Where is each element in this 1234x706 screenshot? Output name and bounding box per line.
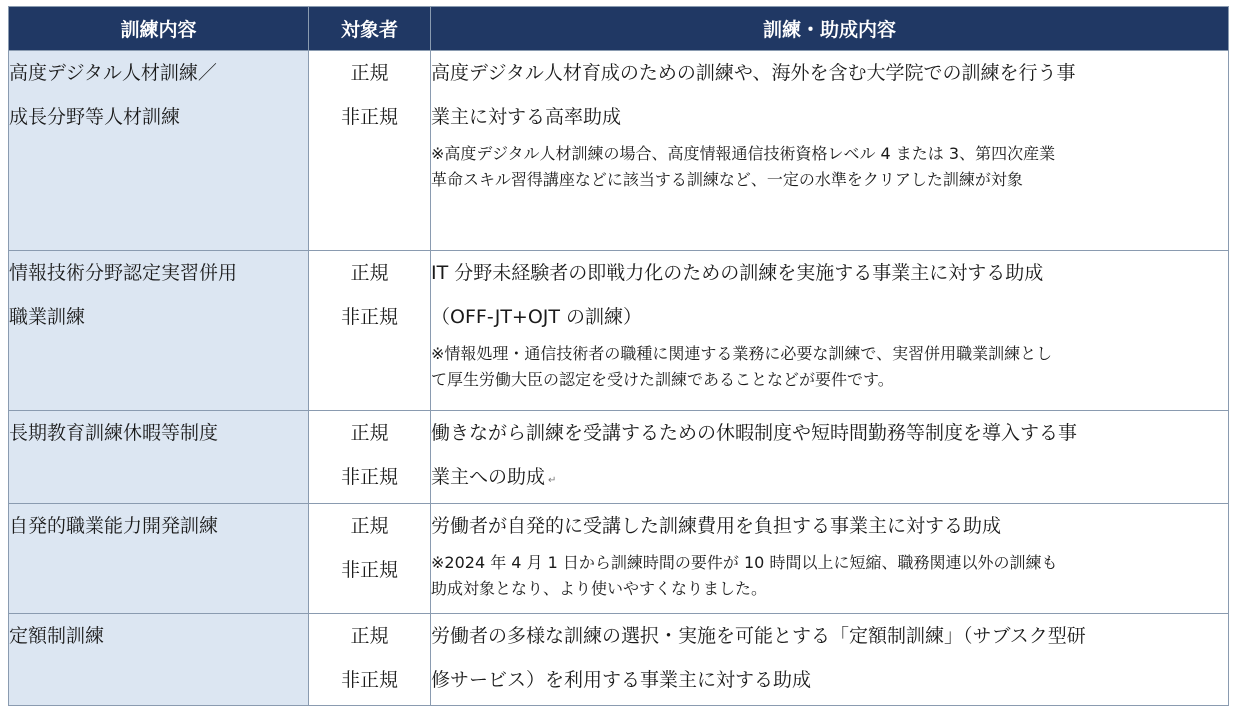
header-target: 対象者 xyxy=(309,7,431,51)
header-subsidy-content: 訓練・助成内容 xyxy=(431,7,1229,51)
description-line: 業主への助成 ↵ xyxy=(431,466,557,488)
note-line: ※情報処理・通信技術者の職種に関連する業務に必要な訓練で、実習併用職業訓練とし xyxy=(431,344,1053,363)
note-line: ※高度デジタル人材訓練の場合、高度情報通信技術資格レベル 4 または 3、第四次産業 xyxy=(431,144,1056,163)
training-name-cell xyxy=(9,504,309,614)
target-regular: 正規 xyxy=(350,62,389,84)
target-non-regular: 非正規 xyxy=(340,466,398,488)
note-line: て厚生労働大臣の認定を受けた訓練であることなどが要件です。 xyxy=(431,370,894,389)
training-name-line: 定額制訓練 xyxy=(9,625,105,647)
target-non-regular: 非正規 xyxy=(340,306,398,328)
target-cell xyxy=(309,251,431,411)
note-text xyxy=(431,341,1228,393)
description-cell xyxy=(431,51,1229,251)
training-name-cell xyxy=(9,51,309,251)
description-line: 修サービス）を利用する事業主に対する助成 xyxy=(431,669,812,691)
table-row xyxy=(9,411,1229,504)
target-cell xyxy=(309,614,431,706)
target-non-regular: 非正規 xyxy=(340,559,398,581)
description-cell xyxy=(431,411,1229,504)
target-cell xyxy=(309,411,431,504)
training-name-line: 職業訓練 xyxy=(9,306,86,328)
table-row xyxy=(9,504,1229,614)
training-name-line: 成長分野等人材訓練 xyxy=(9,106,181,128)
description-line: 労働者が自発的に受講した訓練費用を負担する事業主に対する助成 xyxy=(431,515,1002,537)
description-line: 働きながら訓練を受講するための休暇制度や短時間勤務等制度を導入する事 xyxy=(431,422,1078,444)
note-line: ※2024 年 4 月 1 日から訓練時間の要件が 10 時間以上に短縮、職務関連以外の訓練も xyxy=(431,553,1058,572)
note-text xyxy=(431,141,1228,193)
description-cell xyxy=(431,251,1229,411)
description-line: 業主に対する高率助成 xyxy=(431,106,622,128)
target-regular: 正規 xyxy=(350,422,389,444)
header-training-content: 訓練内容 xyxy=(9,7,309,51)
subsidy-table xyxy=(8,6,1229,706)
note-line: 助成対象となり、より使いやすくなりました。 xyxy=(431,579,768,598)
training-name-cell xyxy=(9,411,309,504)
training-name-line: 高度デジタル人材訓練／ xyxy=(9,62,217,84)
target-non-regular: 非正規 xyxy=(340,106,398,128)
table-row xyxy=(9,614,1229,706)
description-line: 高度デジタル人材育成のための訓練や、海外を含む大学院での訓練を行う事 xyxy=(431,62,1076,84)
target-regular: 正規 xyxy=(350,515,389,537)
training-name-line: 長期教育訓練休暇等制度 xyxy=(9,422,219,444)
target-regular: 正規 xyxy=(350,262,389,284)
target-non-regular: 非正規 xyxy=(340,669,398,691)
note-text xyxy=(431,550,1228,602)
table-row xyxy=(9,251,1229,411)
header-row xyxy=(9,7,1229,51)
paragraph-mark-icon: ↵ xyxy=(548,475,557,486)
training-name-line: 情報技術分野認定実習併用 xyxy=(9,262,238,284)
description-cell xyxy=(431,504,1229,614)
training-name-cell xyxy=(9,251,309,411)
description-line: 労働者の多様な訓練の選択・実施を可能とする「定額制訓練」（サブスク型研 xyxy=(431,625,1086,647)
target-regular: 正規 xyxy=(350,625,389,647)
description-line: （OFF-JT+OJT の訓練） xyxy=(431,306,643,328)
description-cell xyxy=(431,614,1229,706)
training-name-cell xyxy=(9,614,309,706)
training-name-line: 自発的職業能力開発訓練 xyxy=(9,515,219,537)
note-line: 革命スキル習得講座などに該当する訓練など、一定の水準をクリアした訓練が対象 xyxy=(431,170,1023,189)
target-cell xyxy=(309,51,431,251)
description-line: IT 分野未経験者の即戦力化のための訓練を実施する事業主に対する助成 xyxy=(431,262,1044,284)
table-row xyxy=(9,51,1229,251)
target-cell xyxy=(309,504,431,614)
